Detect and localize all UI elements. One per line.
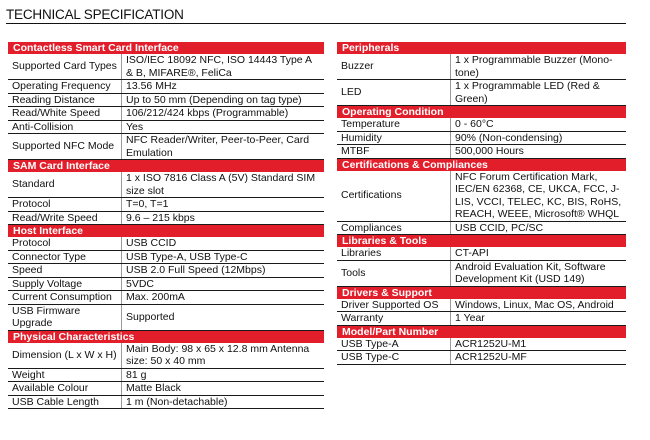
spec-label: Libraries [337, 247, 451, 260]
spec-label: Dimension (L x W x H) [8, 343, 122, 369]
spec-value: ISO/IEC 18092 NFC, ISO 14443 Type A & B, MIFARE®, FeliCa [122, 54, 325, 80]
spec-row [8, 395, 324, 409]
spec-label: USB Type-C [337, 351, 451, 365]
spec-value: ACR1252U-M1 [451, 338, 627, 351]
section-heading-contactless-smart-card-interface: Contactless Smart Card Interface [8, 42, 324, 54]
spec-value: 90% (Non-condensing) [451, 131, 627, 145]
spec-value: NFC Reader/Writer, Peer-to-Peer, Card Emulation [122, 134, 325, 160]
spec-value: CT-API [451, 247, 627, 260]
spec-row [8, 291, 324, 305]
spec-table-model-part-number [337, 338, 626, 365]
spec-value: Android Evaluation Kit, Software Development Kit (USD 149) [451, 260, 627, 286]
spec-value: 1 x Programmable LED (Red & Green) [451, 80, 627, 106]
spec-column-right [337, 42, 626, 365]
section-heading-physical-characteristics: Physical Characteristics [8, 331, 324, 343]
spec-value: Main Body: 98 x 65 x 12.8 mm Antenna size: 50 x 40 mm [122, 343, 325, 369]
spec-value: Yes [122, 120, 325, 134]
spec-row [337, 171, 626, 222]
spec-label: Operating Frequency [8, 80, 122, 94]
spec-label: Compliances [337, 221, 451, 235]
section-heading-sam-card-interface: SAM Card Interface [8, 160, 324, 172]
spec-table-sam-card-interface [8, 172, 324, 225]
spec-value: 1 Year [451, 312, 627, 326]
spec-label: Buzzer [337, 54, 451, 80]
spec-row [337, 80, 626, 106]
spec-row [8, 277, 324, 291]
spec-row [8, 211, 324, 225]
spec-value: 9.6 – 215 kbps [122, 211, 325, 225]
spec-table-host-interface [8, 237, 324, 331]
spec-label: USB Firmware Upgrade [8, 304, 122, 330]
spec-table-operating-condition [337, 118, 626, 159]
spec-label: Temperature [337, 118, 451, 131]
spec-label: LED [337, 80, 451, 106]
spec-label: Protocol [8, 237, 122, 250]
spec-label: MTBF [337, 145, 451, 159]
spec-row [337, 118, 626, 131]
spec-table-physical-characteristics [8, 343, 324, 410]
spec-row [8, 120, 324, 134]
spec-value: Supported [122, 304, 325, 330]
spec-value: USB 2.0 Full Speed (12Mbps) [122, 264, 325, 278]
section-heading-operating-condition: Operating Condition [337, 106, 626, 118]
spec-label: Anti-Collision [8, 120, 122, 134]
section-heading-drivers-support: Drivers & Support [337, 287, 626, 299]
spec-value: USB Type-A, USB Type-C [122, 250, 325, 264]
spec-table-libraries-tools [337, 247, 626, 287]
spec-label: USB Cable Length [8, 395, 122, 409]
spec-row [8, 198, 324, 212]
spec-row [337, 351, 626, 365]
spec-value: 81 g [122, 368, 325, 382]
spec-value: USB CCID, PC/SC [451, 221, 627, 235]
spec-value: Windows, Linux, Mac OS, Android [451, 299, 627, 312]
spec-value: USB CCID [122, 237, 325, 250]
section-heading-host-interface: Host Interface [8, 225, 324, 237]
spec-row [8, 172, 324, 198]
spec-value: 500,000 Hours [451, 145, 627, 159]
spec-value: 1 x ISO 7816 Class A (5V) Standard SIM size slot [122, 172, 325, 198]
spec-label: Available Colour [8, 382, 122, 396]
spec-row [337, 299, 626, 312]
spec-row [8, 80, 324, 94]
spec-label: Supply Voltage [8, 277, 122, 291]
spec-row [8, 93, 324, 107]
spec-table-certifications-compliances [337, 171, 626, 236]
spec-row [8, 264, 324, 278]
spec-table-peripherals [337, 54, 626, 106]
spec-row [337, 312, 626, 326]
spec-row [337, 247, 626, 260]
spec-value: ACR1252U-MF [451, 351, 627, 365]
spec-row [337, 260, 626, 286]
spec-value: T=0, T=1 [122, 198, 325, 212]
spec-row [8, 134, 324, 160]
spec-row [337, 54, 626, 80]
spec-row [8, 368, 324, 382]
spec-label: Read/White Speed [8, 107, 122, 121]
spec-row [337, 131, 626, 145]
spec-value: Up to 50 mm (Depending on tag type) [122, 93, 325, 107]
spec-row [337, 145, 626, 159]
spec-label: Driver Supported OS [337, 299, 451, 312]
spec-label: Speed [8, 264, 122, 278]
spec-row [8, 54, 324, 80]
spec-column-left [8, 42, 324, 409]
spec-value: Matte Black [122, 382, 325, 396]
spec-label: Certifications [337, 171, 451, 222]
spec-row [8, 250, 324, 264]
spec-label: Current Consumption [8, 291, 122, 305]
spec-table-contactless-smart-card-interface [8, 54, 324, 160]
spec-row [337, 338, 626, 351]
spec-value: NFC Forum Certification Mark, IEC/EN 62368, CE, UKCA, FCC, J-LIS, VCCI, TELEC, KC, BIS, RoHS, REACH, WEEE, Microsoft® WHQL [451, 171, 627, 222]
spec-label: Reading Distance [8, 93, 122, 107]
section-heading-libraries-tools: Libraries & Tools [337, 235, 626, 247]
section-heading-certifications-compliances: Certifications & Compliances [337, 159, 626, 171]
spec-label: USB Type-A [337, 338, 451, 351]
spec-label: Read/Write Speed [8, 211, 122, 225]
spec-value: Max. 200mA [122, 291, 325, 305]
spec-label: Supported NFC Mode [8, 134, 122, 160]
spec-row [8, 382, 324, 396]
spec-value: 0 - 60°C [451, 118, 627, 131]
spec-table-drivers-support [337, 299, 626, 326]
spec-label: Tools [337, 260, 451, 286]
spec-label: Warranty [337, 312, 451, 326]
spec-row [8, 107, 324, 121]
spec-row [337, 221, 626, 235]
spec-label: Humidity [337, 131, 451, 145]
spec-value: 106/212/424 kbps (Programmable) [122, 107, 325, 121]
spec-label: Standard [8, 172, 122, 198]
spec-value: 13.56 MHz [122, 80, 325, 94]
spec-label: Weight [8, 368, 122, 382]
spec-row [8, 237, 324, 250]
spec-row [8, 304, 324, 330]
spec-label: Protocol [8, 198, 122, 212]
section-heading-model-part-number: Model/Part Number [337, 326, 626, 338]
spec-value: 1 x Programmable Buzzer (Mono-tone) [451, 54, 627, 80]
spec-label: Connector Type [8, 250, 122, 264]
spec-label: Supported Card Types [8, 54, 122, 80]
spec-value: 1 m (Non-detachable) [122, 395, 325, 409]
section-heading-peripherals: Peripherals [337, 42, 626, 54]
spec-value: 5VDC [122, 277, 325, 291]
spec-row [8, 343, 324, 369]
page-title: TECHNICAL SPECIFICATION [6, 7, 626, 24]
